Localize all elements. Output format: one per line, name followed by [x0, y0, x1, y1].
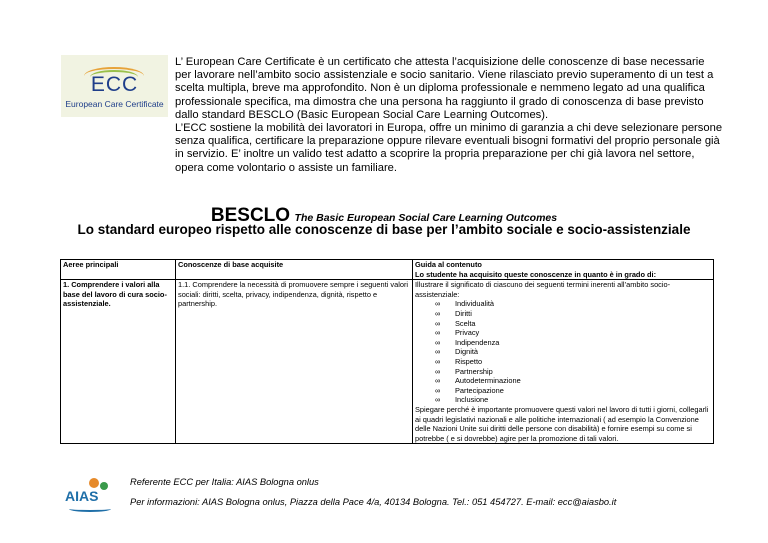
term-text: Scelta	[455, 318, 476, 328]
term-text: Autodeterminazione	[455, 376, 521, 386]
list-item	[435, 299, 711, 309]
terms-list	[415, 299, 711, 405]
guide-intro: Illustrare il significato di ciascuno dei seguenti termini inerenti all’ambito socio-assistenziale:	[415, 280, 671, 299]
term-text: Individualità	[455, 299, 495, 309]
logo-figure-green	[100, 482, 108, 490]
footer-referent: Referente ECC per Italia: AIAS Bologna onlus	[130, 477, 319, 487]
header-guide-line1: Guida al contenuto	[415, 260, 482, 269]
term-text: Indipendenza	[455, 337, 500, 347]
list-item	[435, 395, 711, 405]
footer-info: Per informazioni: AIAS Bologna onlus, Piazza della Pace 4/a, 40134 Bologna. Tel.: 051 454727. E-mail: ecc@aiasbo.it	[130, 497, 617, 507]
header-col-knowledge: Conoscenze di base acquisite	[176, 260, 413, 280]
header-guide-line2: Lo studente ha acquisito queste conoscenze in quanto è in grado di:	[415, 269, 657, 279]
term-text: Rispetto	[455, 356, 483, 366]
list-item	[435, 319, 711, 329]
cell-knowledge: 1.1. Comprendere la necessità di promuovere sempre i seguenti valori sociali: diritti, scelta, privacy, indipendenza, dignità, rispetto e partnership.	[176, 280, 413, 444]
list-item	[435, 357, 711, 367]
list-item	[435, 376, 711, 386]
ecc-logo	[61, 55, 168, 117]
title-main: BESCLO	[210, 205, 291, 226]
term-text: Partecipazione	[455, 385, 504, 395]
table-header-row	[61, 260, 714, 280]
cell-area: 1. Comprendere i valori alla base del lavoro di cura socio-assistenziale.	[61, 280, 176, 444]
infinity-bullet-icon: ∞	[435, 299, 441, 309]
infinity-bullet-icon: ∞	[435, 318, 441, 328]
list-item	[435, 328, 711, 338]
logo-text: ECC	[90, 73, 139, 96]
infinity-bullet-icon: ∞	[435, 337, 441, 347]
term-text: Dignità	[455, 347, 479, 357]
term-text: Diritti	[455, 308, 472, 318]
cell-guide	[413, 280, 714, 444]
title-sub: The Basic European Social Care Learning Outcomes	[294, 212, 558, 224]
aias-logo	[63, 476, 117, 516]
guide-outro: Spiegare perché è importante promuovere questi valori nel lavoro di tutti i giorni, collegarli ai quadri legislativi nazionali e alle politiche internazionali ( ad esempio la Convenzione delle Nazioni Unite sui diritti delle persone con disabilità) e fornire esempi su come si potrebbe ( e si dovrebbe) agire per la promozione di tali valori.	[415, 404, 709, 443]
infinity-bullet-icon: ∞	[435, 385, 441, 395]
header-col-areas: Aeree principali	[61, 260, 176, 280]
aias-logo-text: AIAS	[65, 488, 99, 504]
intro-paragraph-1: L’ European Care Certificate è un certificato che attesta l’acquisizione delle conoscenze di base necessarie per lavorare nell’ambito socio assistenziale e socio sanitario. Viene rilasciato previo superamento di un test a scelta multipla, breve ma approfondito. Non è un diploma professionale e nemmeno legato ad una qualifica professionale specifica, ma dimostra che una persona ha raggiunto il grado di conoscenza di base previsto dallo standard BESCLO (Basic European Social Care Learning Outcomes).	[175, 56, 714, 121]
infinity-bullet-icon: ∞	[435, 328, 441, 338]
infinity-bullet-icon: ∞	[435, 395, 441, 405]
list-item	[435, 347, 711, 357]
term-text: Partnership	[455, 366, 493, 376]
term-text: Inclusione	[455, 395, 489, 405]
logo-figure-orange	[89, 478, 99, 488]
besclo-table	[60, 259, 714, 444]
infinity-bullet-icon: ∞	[435, 366, 441, 376]
logo-wave	[69, 506, 111, 512]
infinity-bullet-icon: ∞	[435, 308, 441, 318]
intro-text	[175, 56, 723, 175]
list-item	[435, 338, 711, 348]
infinity-bullet-icon: ∞	[435, 347, 441, 357]
term-text: Privacy	[455, 328, 480, 338]
list-item	[435, 309, 711, 319]
logo-subtitle: European Care Certificate	[65, 99, 164, 109]
infinity-bullet-icon: ∞	[435, 356, 441, 366]
header-col-guide	[413, 260, 714, 280]
table-row	[61, 280, 714, 444]
list-item	[435, 386, 711, 396]
list-item	[435, 367, 711, 377]
page-subtitle: Lo standard europeo rispetto alle conoscenze di base per l’ambito sociale e socio-assistenziale	[77, 222, 691, 237]
infinity-bullet-icon: ∞	[435, 376, 441, 386]
intro-paragraph-2: L’ECC sostiene la mobilità dei lavoratori in Europa, offre un minimo di garanzia a chi deve selezionare persone senza qualifica, certificare la preparazione oppure rilevare eventuali bisogni formativi del proprio personale già in servizio. E’ inoltre un valido test adatto a scoprire la propria preparazione per chi già lavora nel settore, opera come volontario o assiste un familiare.	[175, 122, 723, 174]
